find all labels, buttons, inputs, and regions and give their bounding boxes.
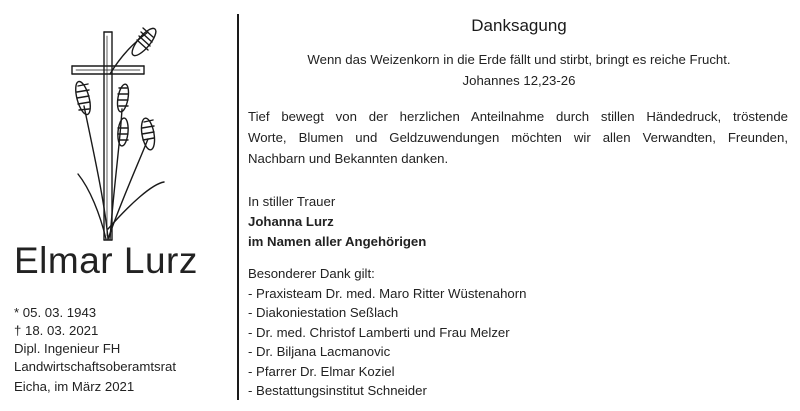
cross-with-wheat-icon	[60, 14, 170, 244]
paragraph-line: Worte, Blumen und Geldzuwendungen möchten wir allen Verwandten, Freunden,	[248, 130, 788, 145]
special-thanks	[248, 264, 527, 401]
list-item: - Dr. Biljana Lacmanovic	[248, 344, 391, 359]
mourners-block	[248, 192, 426, 252]
deceased-details	[14, 304, 176, 376]
place-date: Eicha, im März 2021	[14, 379, 135, 394]
list-item: - Pfarrer Dr. Elmar Koziel	[248, 363, 395, 379]
deceased-name: Elmar Lurz	[14, 240, 198, 281]
thanks-paragraph	[248, 106, 788, 169]
birth-date: * 05. 03. 1943	[14, 305, 97, 320]
mourner-family: im Namen aller Angehörigen	[248, 234, 427, 249]
paragraph-line: Tief bewegt von der herzlichen Anteilnahme durch stillen Händedruck, tröstende	[248, 109, 788, 124]
bible-reference: Johannes 12,23-26	[462, 73, 576, 88]
mourner-name: Johanna Lurz	[248, 214, 334, 229]
death-date: † 18. 03. 2021	[14, 323, 99, 338]
mourning-intro: In stiller Trauer	[248, 194, 336, 209]
list-item: - Diakoniestation Seßlach	[248, 305, 399, 320]
list-item: - Praxisteam Dr. med. Maro Ritter Wüstenahorn	[248, 285, 527, 301]
degree: Dipl. Ingenieur FH	[14, 341, 121, 356]
job-title: Landwirtschaftsoberamtsrat	[14, 359, 176, 374]
vertical-divider	[237, 14, 239, 400]
paragraph-line: Nachbarn und Bekannten danken.	[248, 151, 449, 166]
list-item: - Dr. med. Christof Lamberti und Frau Melzer	[248, 324, 510, 340]
list-item: - Bestattungsinstitut Schneider	[248, 383, 427, 398]
heading: Danksagung	[471, 16, 567, 35]
special-thanks-heading: Besonderer Dank gilt:	[248, 266, 375, 281]
bible-quote: Wenn das Weizenkorn in die Erde fällt und stirbt, bringt es reiche Frucht.	[307, 52, 731, 67]
